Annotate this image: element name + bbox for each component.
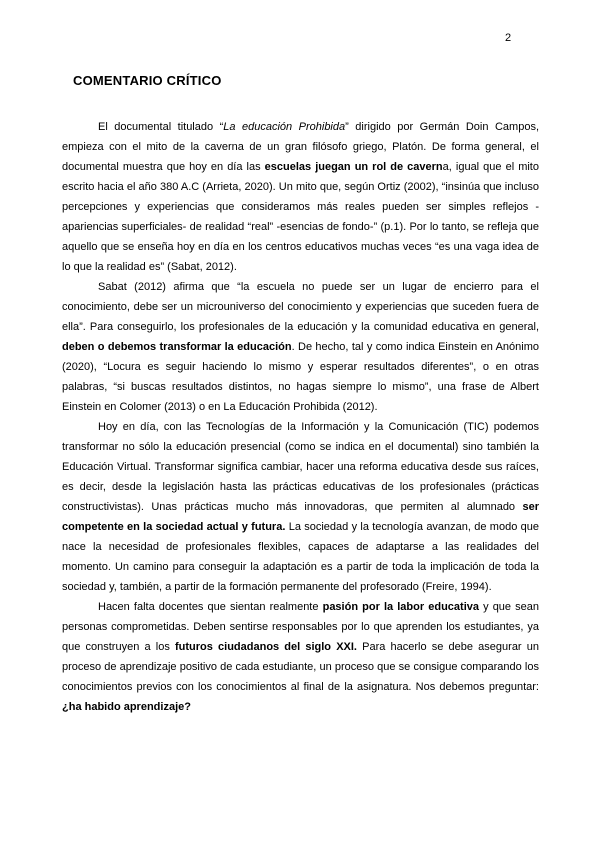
- bold-text-run: deben o debemos transformar la educación: [62, 341, 292, 353]
- text-run: Para hacerlo se debe asegurar un proceso de aprendizaje positivo de cada estudiante, un proceso que se consigue comparando los conocimientos previos con los conocimientos al final de la asignatura. Nos debemos preguntar:: [62, 641, 539, 693]
- page-number: 2: [505, 32, 512, 44]
- text-run: Hacen falta docentes que sientan realmente: [98, 601, 323, 613]
- text-run: y que sean personas comprometidas. Deben sentirse responsables por lo que aprenden los estudiantes, ya que construyen a los: [62, 601, 539, 653]
- bold-text-run: ser competente en la sociedad actual y futura.: [62, 501, 539, 533]
- bold-text-run: pasión por la labor educativa: [322, 601, 479, 613]
- document-heading: COMENTARIO CRÍTICO: [73, 73, 222, 88]
- text-run: a, igual que el mito escrito hacia el año 380 A.C (Arrieta, 2020). Un mito que, según Ortiz (2002), “insinúa que incluso percepciones y experiencias que consideramos más reales pueden ser simples reflejos -apariencias superficiales- de realidad “real” -esencias de fondo-” (p.1). Por lo tanto, se refleja que aquello que se enseña hoy en día en los centros educativos muchas veces “es una vaga idea de lo que la realidad es” (Sabat, 2012).: [62, 161, 539, 273]
- paragraph: [62, 417, 539, 597]
- text-run: Sabat (2012) afirma que “la escuela no puede ser un lugar de encierro para el conocimiento, debe ser un microuniverso del conocimiento y experiencias que suceden fuera de ella”. Para conseguirlo, los profesionales de la educación y la comunidad educativa en general,: [62, 281, 539, 333]
- paragraph: [62, 117, 539, 277]
- bold-text-run: escuelas juegan un rol de cavern: [264, 161, 443, 173]
- text-run: La sociedad y la tecnología avanzan, de modo que nace la necesidad de profesionales flexibles, capaces de adaptarse a las realidades del momento. Un camino para conseguir la adaptación es a partir de toda la implicación de toda la sociedad y, también, a partir de la formación permanente del profesorado (Freire, 1994).: [62, 521, 539, 593]
- italic-text-run: La educación Prohibida: [223, 121, 346, 133]
- document-body: [62, 117, 539, 717]
- paragraph: [62, 597, 539, 717]
- bold-text-run: futuros ciudadanos del siglo XXI.: [174, 641, 357, 653]
- text-run: . De hecho, tal y como indica Einstein en Anónimo (2020), “Locura es seguir haciendo lo mismo y esperar resultados diferentes”, o en otras palabras, “si buscas resultados distintos, no hagas siempre lo mismo”, una frase de Albert Einstein en Colomer (2013) o en La Educación Prohibida (2012).: [62, 341, 539, 413]
- paragraph: [62, 277, 539, 417]
- text-run: Hoy en día, con las Tecnologías de la Información y la Comunicación (TIC) podemos transformar no sólo la educación presencial (como se indica en el documental) sino también la Educación Virtual. Transformar significa cambiar, hacer una reforma educativa desde sus raíces, es decir, desde la legislación hasta las prácticas educativas de los profesionales (prácticas constructivistas). Unas prácticas mucho más innovadoras, que permiten al alumnado: [62, 421, 539, 513]
- text-run: El documental titulado “: [98, 121, 224, 133]
- text-run: ” dirigido por Germán Doin Campos, empieza con el mito de la caverna de un gran filósofo griego, Platón. De forma general, el documental muestra que hoy en día las: [62, 121, 539, 173]
- bold-text-run: ¿ha habido aprendizaje?: [62, 701, 191, 713]
